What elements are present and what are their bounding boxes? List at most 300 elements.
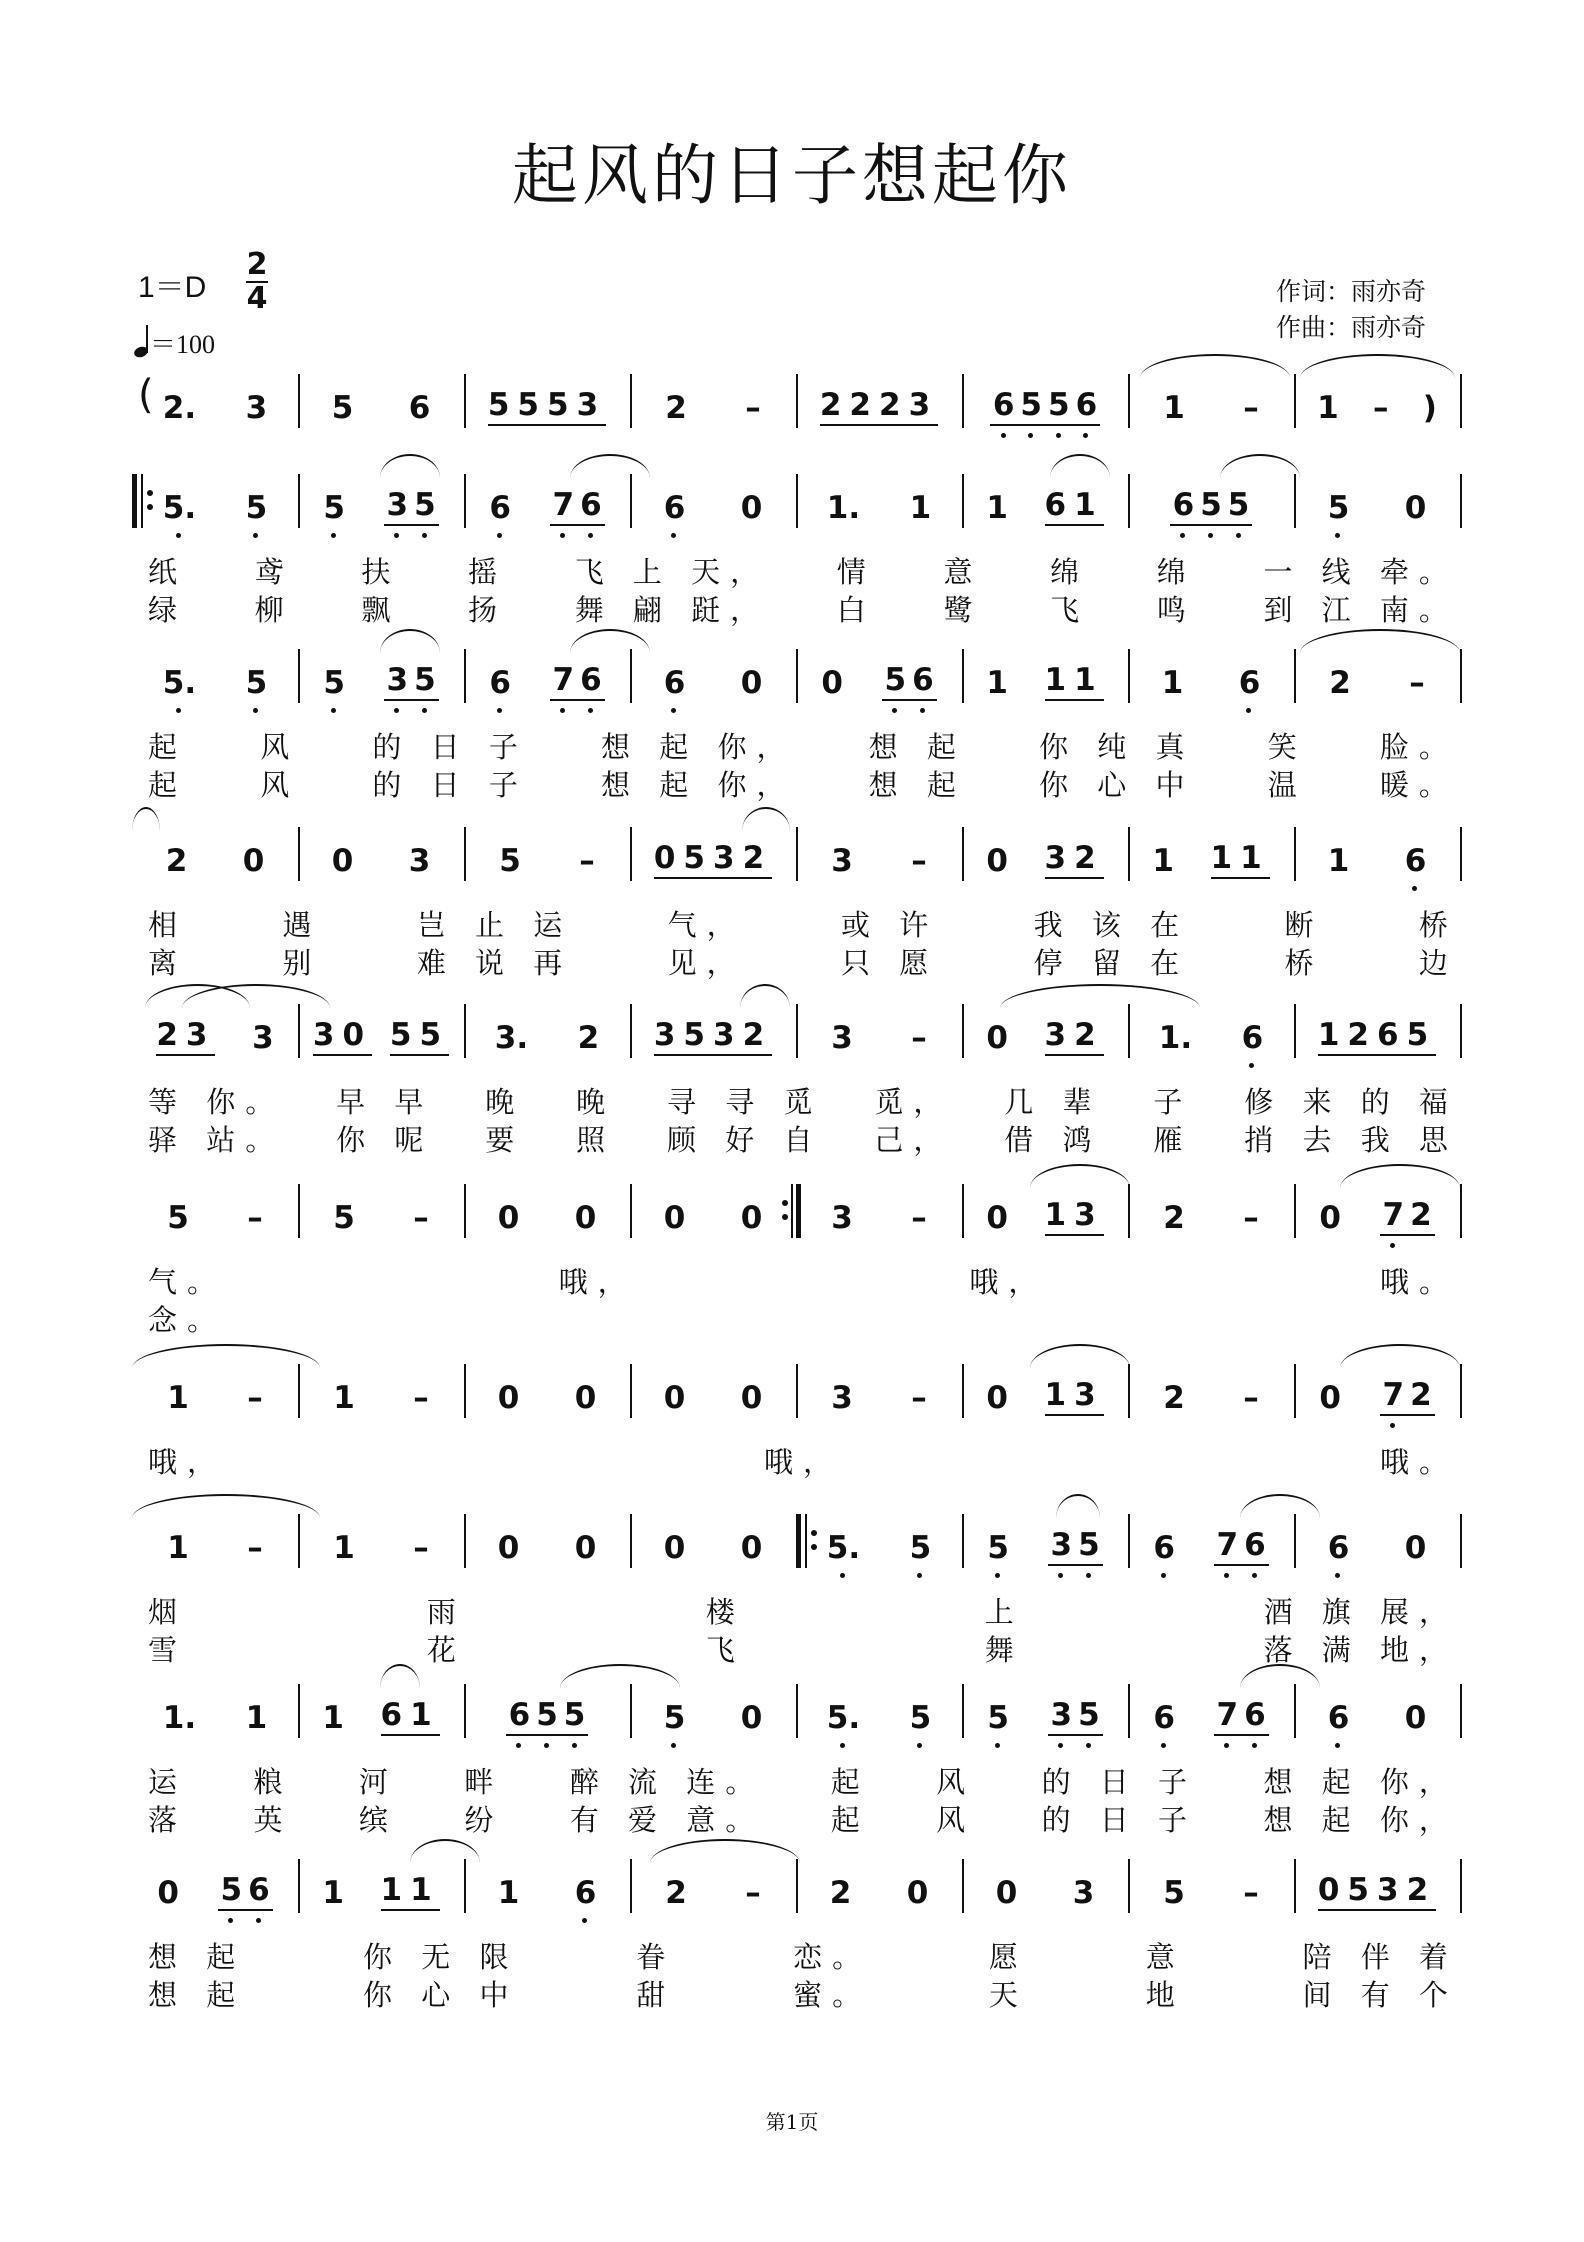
lyric-word: 见， (667, 946, 746, 980)
note: 30 (313, 1017, 372, 1056)
note: 5 (987, 1700, 1009, 1736)
lyric-word: 顾 好 自 (667, 1123, 823, 1157)
lyrics-line-1 (148, 1760, 1458, 1801)
note: 0 (574, 1530, 597, 1566)
lyric-word: 天 (988, 1978, 1028, 2012)
lyric-word: 念。 (148, 1303, 227, 1337)
note: 5 (167, 1200, 189, 1236)
lyric-word: 子 (1153, 1085, 1193, 1119)
lyric-word: 起 (830, 1803, 870, 1837)
note: 5 (987, 1530, 1009, 1566)
note: 0 (821, 665, 843, 701)
barline (464, 1859, 466, 1913)
note: 0 (986, 843, 1008, 879)
lyricist-credit: 作词：雨亦奇 (1276, 277, 1427, 306)
lyric-word: 边 (1418, 946, 1458, 980)
lyric-word: 情 (836, 555, 876, 589)
lyric-word: 蜜。 (793, 1978, 872, 2012)
tempo-marking (134, 324, 215, 361)
quarter-note-icon (134, 327, 150, 357)
measure (470, 833, 624, 879)
tie-arc (1240, 1494, 1320, 1518)
note: 6 (1239, 665, 1261, 701)
note: 1 (1161, 665, 1184, 701)
lyric-word: 扬 (468, 593, 508, 627)
measure (968, 480, 1122, 526)
note: 32 (1045, 840, 1104, 879)
measure (304, 1520, 458, 1566)
lyric-word: 哦， (148, 1445, 227, 1479)
lyric-word: 想 起 (148, 1940, 246, 1974)
tie-arc (1050, 454, 1110, 478)
note: 6 (408, 390, 431, 426)
lyric-word: 雁 (1153, 1123, 1193, 1157)
note: – (911, 843, 927, 879)
lyric-word: 的 日 子 (372, 730, 528, 764)
note: – (1409, 665, 1425, 701)
note: – (745, 1875, 761, 1911)
lyric-word: 脸。 (1379, 730, 1458, 764)
lyric-word: 你 呢 (336, 1123, 434, 1157)
note: 5 6 (882, 662, 937, 701)
note: 3 (831, 1380, 853, 1416)
note: 1. (162, 1700, 197, 1736)
note: 1 (1152, 843, 1174, 879)
measure (802, 1010, 956, 1056)
measure (802, 480, 956, 526)
note: 6 (1153, 1530, 1175, 1566)
lyric-word: 摇 (468, 555, 508, 589)
measure (138, 1010, 292, 1056)
measure (802, 1520, 956, 1566)
lyric-word: 扶 (361, 555, 401, 589)
measure (304, 380, 458, 426)
tie-arc (650, 1839, 800, 1863)
note: – (413, 1200, 429, 1236)
note: – (247, 1530, 263, 1566)
measure (1134, 1865, 1288, 1911)
note: 6 (1328, 1700, 1350, 1736)
note: 3 (831, 1020, 853, 1056)
barline (464, 1184, 466, 1238)
note: 3 (252, 1020, 274, 1056)
measure (138, 1520, 292, 1566)
note: 6 5 5 6 (990, 387, 1100, 426)
lyric-word: 风 (936, 1803, 976, 1837)
staff-system (0, 380, 1584, 426)
barline (962, 474, 964, 528)
note: 0 (1319, 1380, 1341, 1416)
note: 1 (1327, 843, 1350, 879)
barline (1460, 1684, 1462, 1738)
lyric-word: 哦。 (1379, 1265, 1458, 1299)
measure (470, 1690, 624, 1736)
note: 3532 (654, 1017, 772, 1056)
measure (470, 1190, 624, 1236)
barline (630, 474, 632, 528)
measure (636, 380, 790, 426)
note: 6 (575, 1875, 597, 1911)
lyric-word: 早 早 (336, 1085, 434, 1119)
barline (796, 1684, 798, 1738)
note: 0 (986, 1020, 1008, 1056)
staff-system (0, 1370, 1584, 1416)
note: 6 (489, 665, 511, 701)
lyric-word: 只 愿 (841, 946, 939, 980)
note: 2223 (820, 387, 938, 426)
barline (962, 1684, 964, 1738)
tie-arc (740, 984, 790, 1008)
lyric-word: 鸣 (1156, 593, 1196, 627)
staff-system (0, 1690, 1584, 1736)
composer-credit: 作曲：雨亦奇 (1276, 313, 1427, 342)
note: 6 (1242, 1020, 1264, 1056)
tie-arc (1300, 354, 1455, 378)
barline (1128, 1364, 1130, 1418)
lyric-word: 酒 旗 展， (1263, 1595, 1458, 1629)
lyric-word: 绵 (1156, 555, 1196, 589)
lyric-word: 愿 (988, 1940, 1028, 1974)
measure (968, 1370, 1122, 1416)
time-signature-bottom: 4 (246, 281, 268, 316)
time-signature (246, 247, 268, 316)
measure (968, 1690, 1122, 1736)
barline (630, 1364, 632, 1418)
note: 5 (246, 490, 268, 526)
barline (630, 1184, 632, 1238)
lyric-word: 你 心 中 (1039, 768, 1195, 802)
barline (962, 1859, 964, 1913)
lyric-word: 哦， (558, 1265, 637, 1299)
lyric-word: 想 起 (868, 768, 966, 802)
note: 0 (1404, 490, 1427, 526)
note: 0 (740, 1380, 763, 1416)
tie-arc (132, 1344, 320, 1368)
note: 6 (489, 490, 511, 526)
lyric-word: 间 有 个 (1302, 1978, 1458, 2012)
note: – (247, 1200, 263, 1236)
barline (796, 474, 798, 528)
barline (796, 374, 798, 428)
barline (796, 649, 798, 703)
note: 7 6 (1214, 1697, 1269, 1736)
lyric-word: 河 (358, 1765, 398, 1799)
note: 5 (1328, 490, 1350, 526)
measure (636, 833, 790, 879)
note: 0 (663, 1380, 686, 1416)
barline (1460, 1004, 1462, 1058)
lyrics-line-1 (148, 1260, 1458, 1301)
note: 1. (1158, 1020, 1193, 1056)
lyric-word: 别 (282, 946, 322, 980)
note: – (1243, 1875, 1259, 1911)
note: 6 (664, 665, 686, 701)
time-signature-top: 2 (246, 247, 268, 282)
lyric-word: 缤 (358, 1803, 398, 1837)
tie-arc (570, 454, 650, 478)
note: 0 (663, 1530, 686, 1566)
note: 1 (167, 1530, 189, 1566)
staff-system (0, 1010, 1584, 1056)
barline (630, 1514, 632, 1568)
measure (1300, 1520, 1454, 1566)
lyric-word: 修 来 的 福 (1244, 1085, 1458, 1119)
page-number: 第1页 (765, 2110, 819, 2134)
barline (630, 827, 632, 881)
measure (304, 1690, 458, 1736)
lyric-word: 意 (1145, 1940, 1185, 1974)
tie-arc (1000, 984, 1200, 1008)
note: 1 (167, 1380, 189, 1416)
tie-arc (570, 629, 650, 653)
lyric-word: 笑 (1267, 730, 1307, 764)
measure (1134, 833, 1288, 879)
lyric-word: 风 (260, 768, 300, 802)
barline (298, 1859, 300, 1913)
note: 0 (1319, 1200, 1341, 1236)
note: 6 (1405, 843, 1427, 879)
measure (968, 833, 1122, 879)
lyric-word: 要 (485, 1123, 525, 1157)
measure (304, 480, 458, 526)
note: 0532 (1318, 1872, 1436, 1911)
note: 2 (829, 1875, 852, 1911)
note: 7 6 (1214, 1527, 1269, 1566)
note: 5 (323, 490, 345, 526)
barline (962, 827, 964, 881)
measure (1300, 1865, 1454, 1911)
tie-arc (410, 1839, 480, 1863)
measure (968, 655, 1122, 701)
lyric-word: 的 日 子 (372, 768, 528, 802)
note: 6 (1153, 1700, 1175, 1736)
note: 61 (381, 1697, 440, 1736)
measure (1134, 655, 1288, 701)
note: – (911, 1200, 927, 1236)
lyrics-line-2 (148, 763, 1458, 804)
lyric-word: 飘 (361, 593, 401, 627)
note: 1 (333, 1380, 355, 1416)
note: – (1372, 390, 1389, 426)
barline (1128, 374, 1130, 428)
barline (1460, 474, 1462, 528)
note: 3. (494, 1020, 529, 1056)
lyric-word: 想 起 你， (601, 730, 796, 764)
measure (802, 1370, 956, 1416)
lyric-word: 起 (830, 1765, 870, 1799)
barline (796, 1364, 798, 1418)
measure (968, 1190, 1122, 1236)
note: 0 (497, 1380, 520, 1416)
staff-system (0, 655, 1584, 701)
measure (802, 380, 956, 426)
tie-arc (742, 807, 790, 831)
lyrics-line-2 (148, 1628, 1458, 1669)
measure (138, 1865, 292, 1911)
note: 0 (740, 1530, 763, 1566)
note: 5 (1163, 1875, 1185, 1911)
tie-arc (1340, 1164, 1460, 1188)
note: 0 (740, 665, 763, 701)
lyric-word: 落 (148, 1803, 188, 1837)
lyrics-line-2 (148, 1798, 1458, 1839)
lyric-word: 想 起 (868, 730, 966, 764)
staff-system (0, 480, 1584, 526)
lyric-word: 雨 (426, 1595, 466, 1629)
note: 1 (909, 490, 932, 526)
barline (1294, 1514, 1296, 1568)
note: 6 5 5 (506, 1697, 589, 1736)
lyric-word: 飞 上 天， (574, 555, 770, 589)
measure (1134, 1520, 1288, 1566)
lyric-word: 你 无 限 (363, 1940, 519, 1974)
tie-arc (1340, 1344, 1460, 1368)
note: 1 (986, 490, 1008, 526)
note: 1265 (1318, 1017, 1436, 1056)
note: 5 6 (218, 1872, 273, 1911)
measure (636, 1690, 790, 1736)
lyric-word: 醉 流 连。 (569, 1765, 765, 1799)
measure (1300, 833, 1454, 879)
barline (1294, 1184, 1296, 1238)
lyric-word: 觅， (874, 1085, 953, 1119)
note: 6 (1328, 1530, 1350, 1566)
note: 11 (1045, 662, 1104, 701)
barline (1128, 827, 1130, 881)
measure (138, 655, 292, 701)
barline (630, 1004, 632, 1058)
measure (636, 1010, 790, 1056)
lyrics-line-1 (148, 903, 1458, 944)
lyric-word: 地 (1145, 1978, 1185, 2012)
note: – (1243, 1380, 1259, 1416)
measure (636, 480, 790, 526)
note: 0 (497, 1530, 520, 1566)
measure (968, 1865, 1122, 1911)
barline (962, 1184, 964, 1238)
note: 0 (906, 1875, 929, 1911)
measure (968, 1010, 1122, 1056)
barline (464, 1364, 466, 1418)
note: 5 (910, 1700, 932, 1736)
lyric-word: 难 说 再 (416, 946, 573, 980)
note: 7 2 (1380, 1197, 1435, 1236)
note: 2 (1163, 1200, 1185, 1236)
barline (1128, 474, 1130, 528)
note: 1 (245, 1700, 268, 1736)
note: 0 (740, 1700, 763, 1736)
lyric-word: 意 (943, 555, 983, 589)
measure (470, 1370, 624, 1416)
note: 0 (574, 1200, 597, 1236)
barline (1460, 374, 1462, 428)
lyric-word: 你 纯 真 (1039, 730, 1195, 764)
note: 5 (331, 390, 354, 426)
measure (802, 655, 956, 701)
measure (470, 380, 624, 426)
lyrics-line-1 (148, 1080, 1458, 1121)
barline (630, 649, 632, 703)
barline (1294, 1004, 1296, 1058)
measure (138, 1190, 292, 1236)
note: 1 (322, 1875, 344, 1911)
note: 55 (390, 1017, 449, 1056)
measure (636, 1190, 790, 1236)
measure (138, 833, 292, 879)
lyric-word: 晚 (485, 1085, 525, 1119)
note: 3 (245, 390, 268, 426)
note: 32 (1045, 1017, 1104, 1056)
barline (298, 1184, 300, 1238)
measure (138, 380, 292, 426)
lyric-word: 到 江 南。 (1263, 593, 1458, 627)
measure (636, 1865, 790, 1911)
measure (636, 1520, 790, 1566)
barline (298, 1684, 300, 1738)
measure (470, 480, 624, 526)
lyric-word: 捎 去 我 思 (1244, 1123, 1458, 1157)
note: 0 (740, 1200, 763, 1236)
barline (298, 374, 300, 428)
lyric-word: 鹭 (943, 593, 983, 627)
lyric-word: 驿 站。 (148, 1123, 285, 1157)
note: – (579, 843, 595, 879)
measure (802, 833, 956, 879)
note: 3 (831, 843, 853, 879)
lyrics-line-1 (148, 550, 1458, 591)
barline (464, 649, 466, 703)
barline (1128, 1184, 1130, 1238)
key-signature: 1＝D (138, 271, 207, 304)
intro-open-paren: ( (138, 372, 154, 418)
lyric-word: 花 (426, 1633, 466, 1667)
measure (304, 1370, 458, 1416)
measure (1134, 1690, 1288, 1736)
lyric-word: 桥 (1418, 908, 1458, 942)
lyric-word: 离 (148, 946, 188, 980)
lyric-word: 甜 (636, 1978, 676, 2012)
measure (802, 1865, 956, 1911)
tempo-value: ＝100 (150, 330, 216, 359)
lyric-word: 恋。 (793, 1940, 872, 1974)
tie-arc (1220, 454, 1300, 478)
barline (1460, 1514, 1462, 1568)
measure (802, 1190, 956, 1236)
barline (796, 827, 798, 881)
tie-arc (1030, 1164, 1130, 1188)
measure (1300, 480, 1454, 526)
note: 1. (826, 490, 861, 526)
note: 5553 (488, 387, 606, 426)
barline (796, 1859, 798, 1913)
note: 0 (995, 1875, 1018, 1911)
measure (968, 1520, 1122, 1566)
lyric-word: 几 辈 (1004, 1085, 1102, 1119)
lyric-word: 哦。 (1379, 1445, 1458, 1479)
lyric-word: 风 (260, 730, 300, 764)
barline (1460, 827, 1462, 881)
note: 5 (664, 1700, 686, 1736)
staff-system (0, 1520, 1584, 1566)
measure (138, 1690, 292, 1736)
measure (470, 1865, 624, 1911)
note: 0 (986, 1380, 1008, 1416)
note: 5. (827, 1700, 860, 1736)
measure (470, 655, 624, 701)
note: – (247, 1380, 263, 1416)
note: 6 5 5 (1170, 487, 1253, 526)
note: – (413, 1380, 429, 1416)
